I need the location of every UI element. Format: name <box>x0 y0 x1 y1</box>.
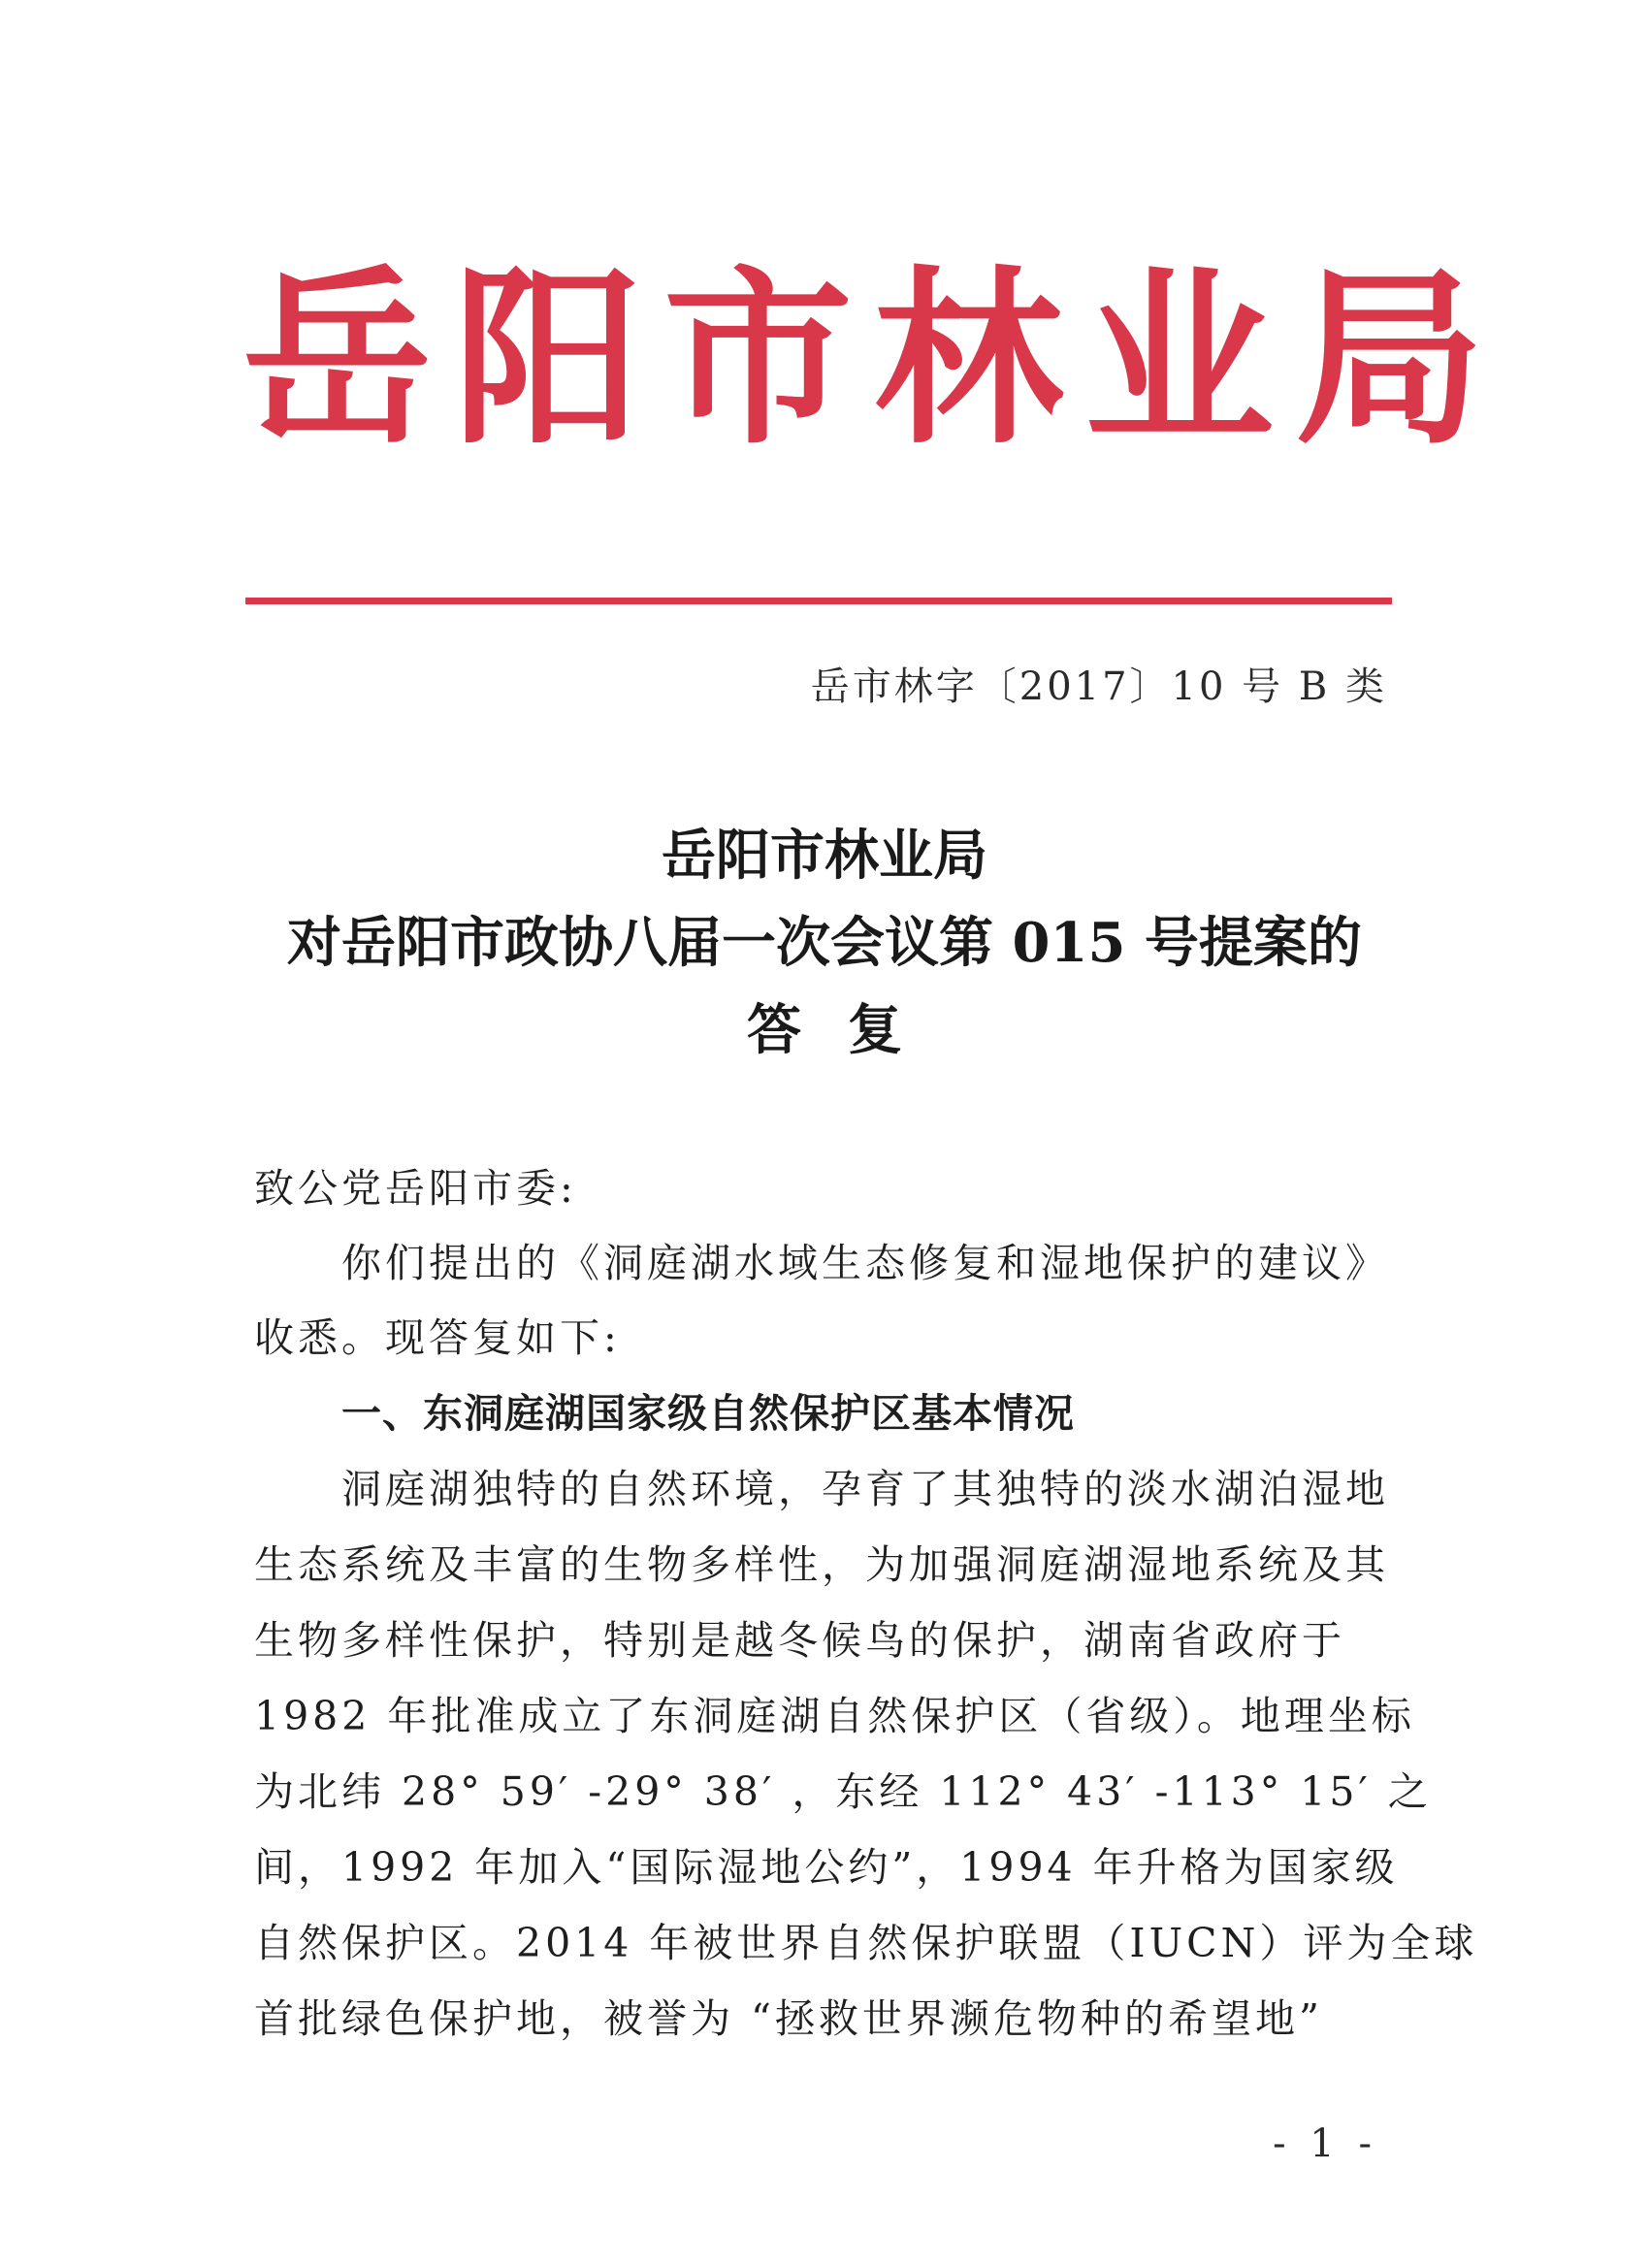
body-line: 洞庭湖独特的自然环境，孕育了其独特的淡水湖泊湿地 <box>341 1466 1389 1512</box>
document-number: 岳市林字〔2017〕10 号 B 类 <box>810 664 1387 709</box>
body-line: 1982 年批准成立了东洞庭湖自然保护区（省级）。地理坐标 <box>254 1693 1415 1739</box>
body-line: 收悉。现答复如下: <box>254 1314 621 1361</box>
page-number: - 1 - <box>1273 2122 1377 2166</box>
body-line: 间，1992 年加入“国际湿地公约”，1994 年升格为国家级 <box>254 1844 1399 1891</box>
title-line-2: 对岳阳市政协八届一次会议第 015 号提案的 <box>287 911 1362 975</box>
body-line: 生态系统及丰富的生物多样性，为加强洞庭湖湿地系统及其 <box>254 1541 1389 1588</box>
body-line: 自然保护区。2014 年被世界自然保护联盟（IUCN）评为全球 <box>254 1920 1478 1966</box>
section-heading: 一、东洞庭湖国家级自然保护区基本情况 <box>341 1390 1075 1437</box>
red-divider-line <box>245 598 1392 604</box>
body-line: 为北纬 28° 59′ -29° 38′ ，东经 112° 43′ -113° 15′ 之 <box>254 1768 1432 1815</box>
body-line: 你们提出的《洞庭湖水域生态修复和湿地保护的建议》 <box>341 1240 1389 1286</box>
body-line: 首批绿色保护地，被誉为 “拯救世界濒危物种的希望地” <box>254 1995 1323 2042</box>
title-line-1: 岳阳市林业局 <box>662 824 987 888</box>
agency-masthead: 岳阳市林业局 <box>242 247 1505 470</box>
title-line-3: 答复 <box>747 998 949 1062</box>
salutation: 致公党岳阳市委: <box>254 1165 577 1212</box>
body-line: 生物多样性保护，特别是越冬候鸟的保护，湖南省政府于 <box>254 1617 1345 1664</box>
